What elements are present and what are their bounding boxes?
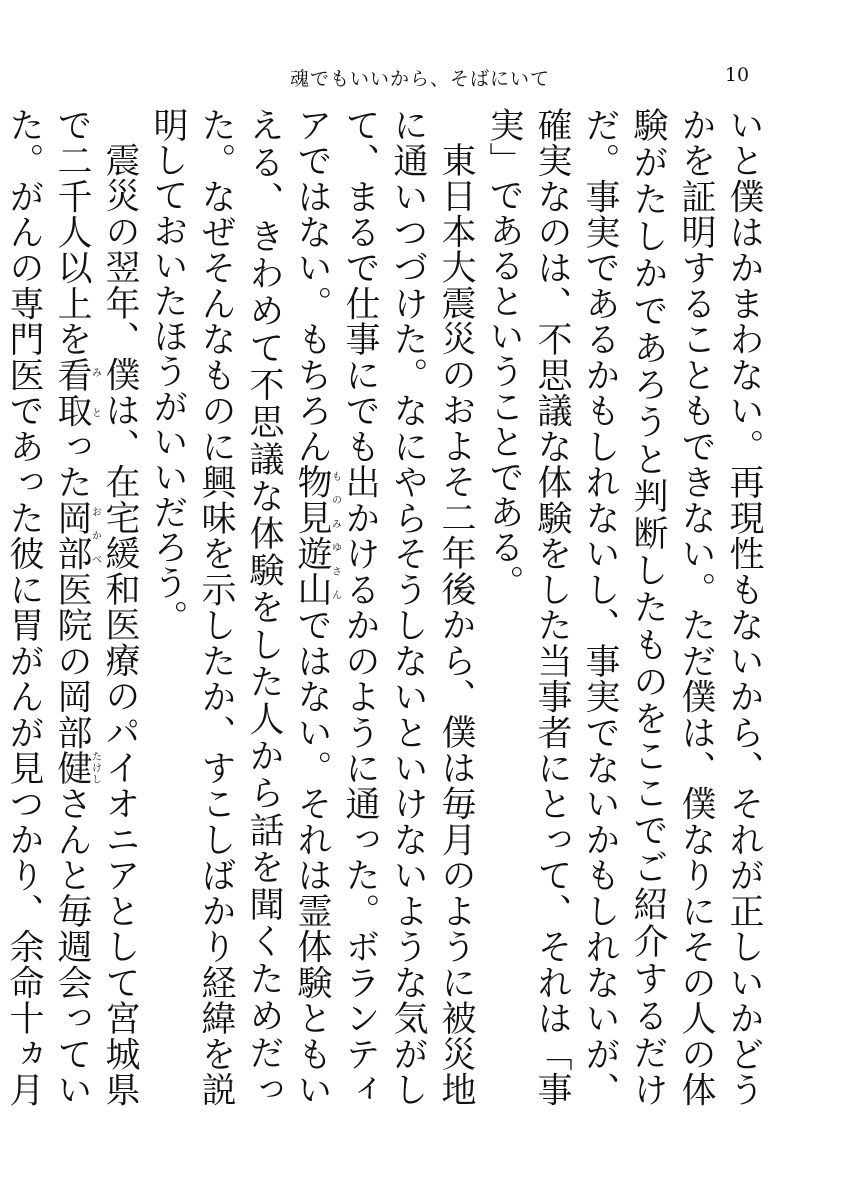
ruby-word	[52, 357, 101, 429]
paragraph	[144, 107, 480, 1107]
text-run: 医院の岡部	[52, 571, 92, 751]
text-run: った	[52, 428, 92, 501]
text-run: さんと毎週会っていた。がんの専門医であった彼に胃がんが見つかり、余命十ヵ月	[4, 107, 92, 1107]
ruby-reading: みと	[89, 357, 101, 429]
ruby-base: 看取	[52, 357, 92, 429]
text-run: 震災の翌年、僕は、在宅緩和医療のパイオニアとして宮城県で二千人以上を	[52, 107, 140, 1107]
running-header-title: 魂でもいいから、そばにいて	[289, 68, 550, 90]
page-number: 10	[724, 64, 750, 86]
ruby-word	[52, 750, 101, 786]
ruby-base: 健	[52, 750, 92, 786]
paragraph	[0, 107, 144, 1107]
text-run: ではない。それは霊体験ともいえる、きわめて不思議な体験をした人から話を聞くためだった。なぜそんなものに興味を示したか、すこしばかり経緯を説明しておいたほうがいいだろう。	[148, 107, 332, 1107]
ruby-reading: たけし	[89, 750, 101, 786]
ruby-word	[52, 500, 101, 572]
ruby-reading: ものみゆさん	[329, 464, 341, 607]
ruby-reading: おかべ	[89, 500, 101, 571]
paragraph	[480, 107, 768, 1107]
ruby-base: 物見遊山	[292, 464, 332, 608]
text-run: 東日本大震災のおよそ二年後から、僕は毎月のように被災地に通いつづけた。なにやらそうしないといけないような気がして、まるで仕事にでも出かけるかのように通った。ボランティアではない。もちろん	[292, 107, 476, 1107]
ruby-base: 岡部	[52, 500, 92, 572]
vertical-body-text	[4, 107, 768, 1107]
text-run: いと僕はかまわない。再現性もないから、それが正しいかどうかを証明することもできない。ただ僕は、僕なりにその人の体験がたしかであろうと判断したものをここでご紹介するだけだ。事実であるかもしれないし、事実でないかもしれないが、確実なのは、不思議な体験をした当事者にとって、それは「事実」であるということである。	[484, 107, 764, 1107]
ruby-word	[292, 464, 341, 608]
